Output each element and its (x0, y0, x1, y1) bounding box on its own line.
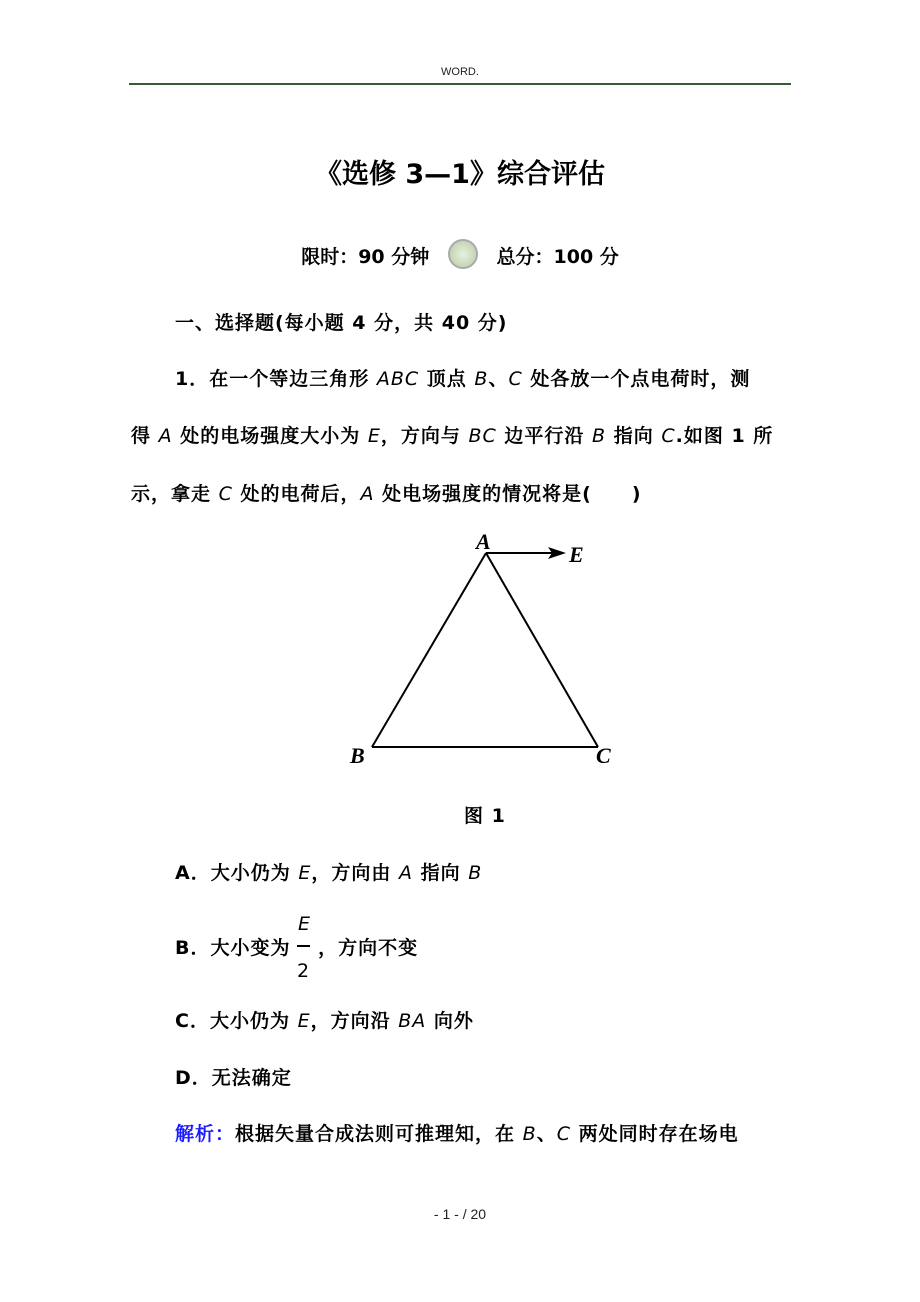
text-segment: ，方向沿 (310, 1010, 399, 1032)
text-segment: 向外 (426, 1010, 474, 1032)
text-segment: 两处同时存在场电 (570, 1123, 739, 1145)
text-segment: D．无法确定 (175, 1067, 292, 1089)
math-variable: A (158, 425, 173, 447)
text-segment: 顶点 (419, 368, 475, 390)
text-segment: 得 (131, 425, 159, 447)
figure-caption: 图 1 (464, 805, 506, 827)
text-segment: 处各放一个点电荷时，测 (522, 368, 751, 390)
text-segment: 边平行沿 (496, 425, 593, 447)
math-variable: E (297, 1010, 311, 1032)
side-ab (372, 553, 486, 747)
text-segment: ，方向不变 (318, 937, 419, 959)
analysis (175, 1119, 739, 1146)
text-segment: B．大小变为 (175, 937, 291, 959)
label-e: E (569, 542, 584, 567)
label-c: C (596, 743, 611, 768)
section-heading: 一、选择题(每小题 4 分，共 40 分) (175, 312, 508, 334)
side-ac (486, 553, 598, 747)
analysis-label: 解析： (175, 1123, 236, 1145)
math-variable: C (556, 1123, 571, 1145)
text-segment: 处的电场强度大小为 (172, 425, 368, 447)
math-variable: B (474, 368, 489, 390)
text-segment: 1．在一个等边三角形 (175, 368, 377, 390)
text-segment: .如图 1 所 (675, 425, 774, 447)
math-variable: B (522, 1123, 537, 1145)
option-b (175, 933, 418, 960)
text-segment: 指向 (606, 425, 662, 447)
text-segment (290, 937, 318, 959)
text-segment: 示，拿走 (131, 483, 219, 505)
option-a (175, 858, 482, 885)
page-header: WORD. (441, 66, 479, 78)
fraction-numerator: E (298, 913, 311, 935)
total-score: 总分：100 分 (496, 246, 619, 268)
text-segment: 处的电荷后， (232, 483, 361, 505)
math-variable: A (360, 483, 375, 505)
math-variable: BA (398, 1010, 427, 1032)
text-segment: 处电场强度的情况将是( ) (374, 483, 642, 505)
math-variable: C (218, 483, 233, 505)
text-segment: 、 (488, 368, 509, 390)
option-d (175, 1063, 292, 1090)
fraction-bar (297, 945, 310, 947)
text-segment: 根据矢量合成法则可推理知，在 (235, 1123, 523, 1145)
page-number: - 1 - / 20 (433, 1206, 487, 1222)
text-segment: 指向 (412, 862, 469, 884)
math-variable: ABC (376, 368, 420, 390)
math-variable: C (661, 425, 676, 447)
label-b: B (350, 743, 365, 768)
math-variable: BC (468, 425, 497, 447)
text-segment: ，方向与 (380, 425, 469, 447)
option-c (175, 1006, 474, 1033)
math-variable: E (367, 425, 381, 447)
math-variable: B (468, 862, 483, 884)
label-a: A (476, 529, 491, 554)
math-variable: C (508, 368, 523, 390)
text-segment: A．大小仍为 (175, 862, 299, 884)
document-title: 《选修 3—1》综合评估 (315, 159, 605, 190)
time-limit: 限时：90 分钟 (301, 246, 430, 268)
math-variable: E (298, 862, 312, 884)
text-segment: ，方向由 (311, 862, 399, 884)
analysis-text (235, 1123, 739, 1145)
text-segment: C．大小仍为 (175, 1010, 298, 1032)
math-variable: B (592, 425, 607, 447)
fraction-denominator: 2 (297, 960, 310, 982)
text-segment: 、 (536, 1123, 557, 1145)
math-variable: A (398, 862, 413, 884)
